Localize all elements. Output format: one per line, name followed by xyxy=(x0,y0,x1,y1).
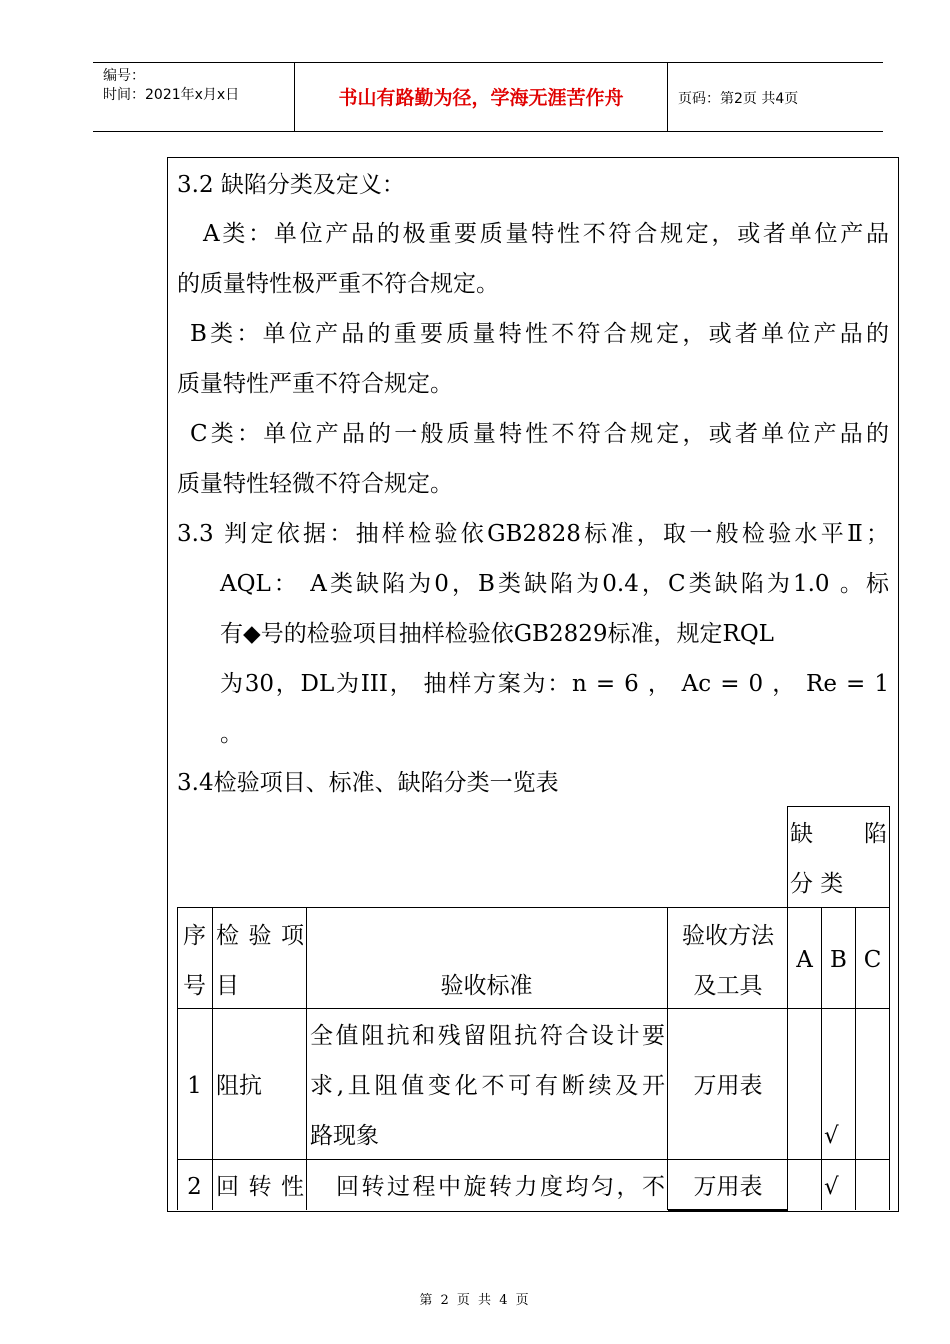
row1-item: 阻抗 xyxy=(216,1073,262,1099)
number-label: 编号： xyxy=(103,68,145,84)
row2-class-b-mark: √ xyxy=(824,1174,839,1200)
table-line xyxy=(668,1209,788,1211)
table-line xyxy=(177,1159,890,1160)
table-line xyxy=(212,907,213,1210)
row2-standard-line1: 回转过程中旋转力度均匀，不 xyxy=(336,1174,665,1200)
header-item: 检 验 项 xyxy=(216,923,304,949)
section-3-3-line3: 有◆号的检验项目抽样检验依GB2829标准，规定RQL xyxy=(220,621,774,647)
header-method-line2: 及工具 xyxy=(693,973,763,999)
header-meta xyxy=(103,67,239,105)
section-3-2-title: 3.2 缺陷分类及定义： xyxy=(177,172,405,198)
section-3-3-line4: 为30，DL为III， 抽样方案为：n = 6 ， Ac = 0 ， Re = 1 xyxy=(220,671,889,697)
class-c-line2: 质量特性轻微不符合规定。 xyxy=(177,471,453,497)
header-divider xyxy=(667,63,668,131)
time-label: 时间：2021年x月x日 xyxy=(103,87,240,103)
section-3-3-line5: 。 xyxy=(220,721,243,747)
section-3-3-line1: 3.3 判定依据：抽样检验依GB2828标准，取一般检验水平Ⅱ； xyxy=(177,521,889,547)
row1-standard-line2: 求,且阻值变化不可有断续及开 xyxy=(310,1073,665,1099)
row2-item: 回 转 性 xyxy=(216,1174,304,1200)
row1-standard-line3: 路现象 xyxy=(310,1123,379,1149)
header-method: 验收方法 xyxy=(682,923,774,949)
row2-no: 2 xyxy=(187,1174,202,1200)
class-b-line2: 质量特性严重不符合规定。 xyxy=(177,371,453,397)
defect-class-header: 缺 陷 xyxy=(790,821,887,847)
class-b-line1: B类：单位产品的重要质量特性不符合规定，或者单位产品的 xyxy=(190,321,889,347)
section-3-3-line2: AQL： A类缺陷为0，B类缺陷为0.4，C类缺陷为1.0 。标 xyxy=(220,571,889,597)
header-class-b: B xyxy=(830,947,847,973)
header-no-line2: 号 xyxy=(183,973,206,999)
header-motto: 书山有路勤为径，学海无涯苦作舟 xyxy=(338,87,624,109)
header-class-a: A xyxy=(796,947,813,973)
page-header xyxy=(93,62,883,132)
header-class-c: C xyxy=(863,947,882,973)
header-standard: 验收标准 xyxy=(440,973,533,999)
table-line xyxy=(177,907,178,1210)
row2-method: 万用表 xyxy=(693,1174,763,1200)
table-line xyxy=(787,806,890,807)
table-line xyxy=(177,1008,890,1009)
section-3-4-title: 3.4检验项目、标准、缺陷分类一览表 xyxy=(177,770,559,796)
row1-method: 万用表 xyxy=(693,1073,763,1099)
class-a-line2: 的质量特性极严重不符合规定。 xyxy=(177,271,499,297)
header-item-line2: 目 xyxy=(216,973,239,999)
table-line xyxy=(667,907,668,1210)
table-line xyxy=(177,907,890,908)
class-c-line1: C类：单位产品的一般质量特性不符合规定，或者单位产品的 xyxy=(190,421,889,447)
row1-standard-line1: 全值阻抗和残留阻抗符合设计要 xyxy=(310,1023,665,1049)
row1-no: 1 xyxy=(187,1073,202,1099)
defect-class-header-line2: 分 类 xyxy=(790,871,844,897)
header-no: 序 xyxy=(183,923,206,949)
row1-class-b-mark: √ xyxy=(824,1123,839,1149)
page-footer: 第 2 页 共 4 页 xyxy=(419,1293,531,1308)
class-a-line1: A类：单位产品的极重要质量特性不符合规定，或者单位产品 xyxy=(203,221,889,247)
table-line xyxy=(306,907,307,1210)
header-page-label: 页码：第2页 共4页 xyxy=(678,91,799,107)
